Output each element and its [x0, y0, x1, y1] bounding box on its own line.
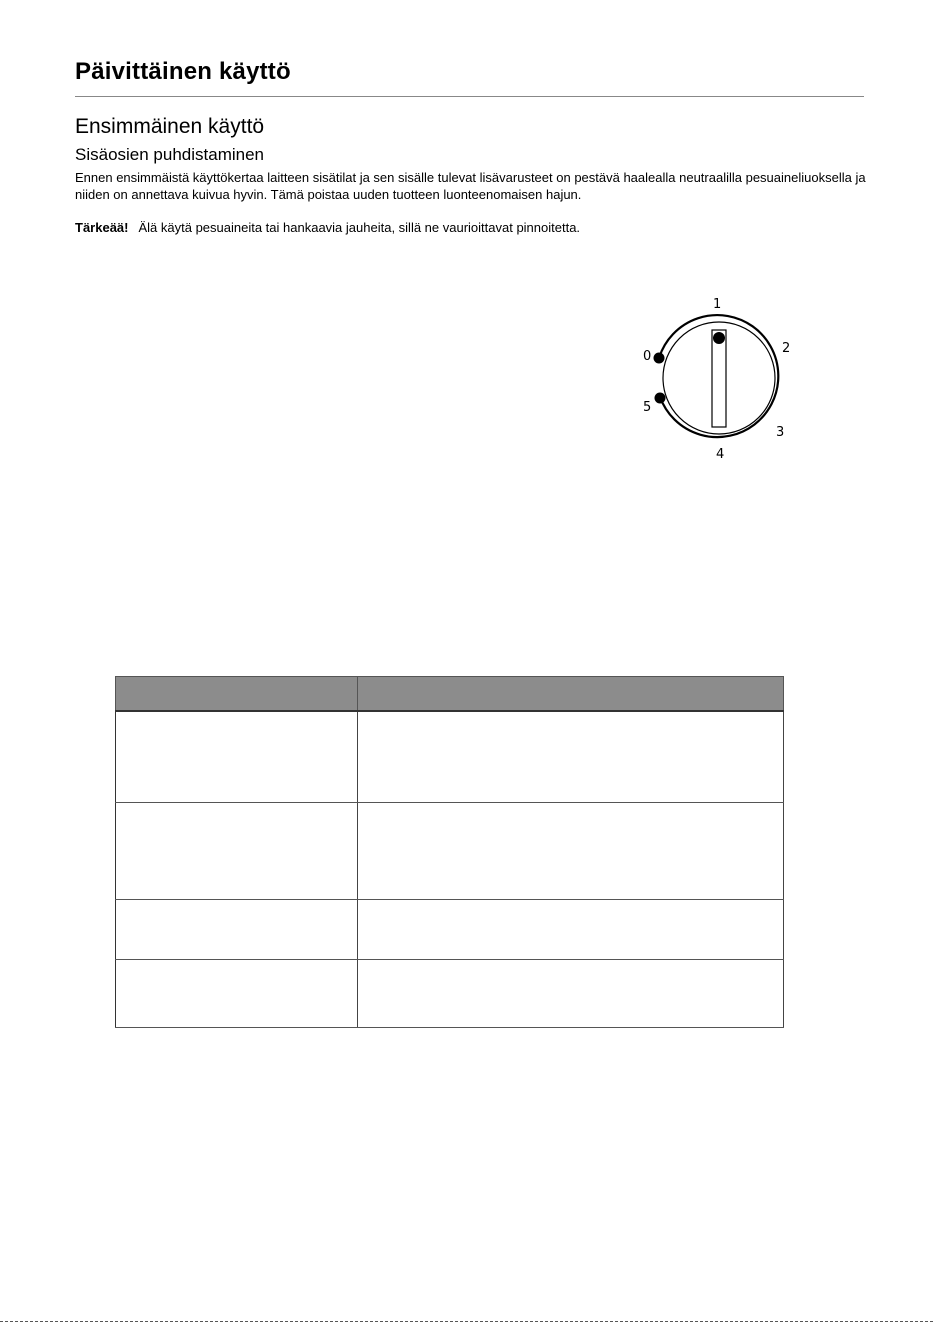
- table-cell: [116, 803, 358, 900]
- title-divider: [75, 96, 864, 97]
- table-cell: [358, 900, 784, 960]
- table-header-cell: [358, 677, 784, 712]
- table-cell: [116, 900, 358, 960]
- knob-pointer-slot: [712, 330, 726, 427]
- knob-dot-5: [655, 393, 666, 404]
- thermostat-knob-diagram: [630, 290, 810, 470]
- table-header-row: [116, 677, 784, 712]
- table-row: [116, 803, 784, 900]
- important-text: Älä käytä pesuaineita tai hankaavia jauheita, sillä ne vaurioittavat pinnoitetta.: [138, 220, 581, 235]
- section-heading: Ensimmäinen käyttö: [75, 115, 265, 138]
- page-title: Päivittäinen käyttö: [75, 58, 291, 85]
- knob-dot-0: [654, 353, 665, 364]
- table-row: [116, 900, 784, 960]
- cleaning-paragraph: Ennen ensimmäistä käyttökertaa laitteen sisätilat ja sen sisälle tulevat lisävarusteet on pestävä haalealla neutraalilla pesuaineliuoksella ja niiden on annettava kuivua hyvin. Tämä poistaa uuden tuotteen luonteenomaisen hajun.: [75, 170, 866, 202]
- knob-label-4: 4: [716, 447, 725, 462]
- knob-label-2: 2: [782, 341, 791, 356]
- table-cell: [358, 960, 784, 1028]
- knob-label-5: 5: [643, 400, 652, 415]
- page-bottom-rule: [0, 1321, 933, 1322]
- important-note: [75, 219, 580, 236]
- table-cell: [358, 803, 784, 900]
- table-row: [116, 711, 784, 803]
- table-row: [116, 960, 784, 1028]
- table-cell: [358, 711, 784, 803]
- subsection-heading: Sisäosien puhdistaminen: [75, 145, 265, 164]
- settings-table: [115, 676, 784, 1028]
- table-header-cell: [116, 677, 358, 712]
- knob-label-1: 1: [713, 297, 722, 312]
- knob-label-3: 3: [776, 425, 785, 440]
- table-cell: [116, 960, 358, 1028]
- table-cell: [116, 711, 358, 803]
- important-label: Tärkeää!: [75, 220, 129, 235]
- knob-label-0: 0: [643, 349, 652, 364]
- knob-indicator-dot: [713, 332, 725, 344]
